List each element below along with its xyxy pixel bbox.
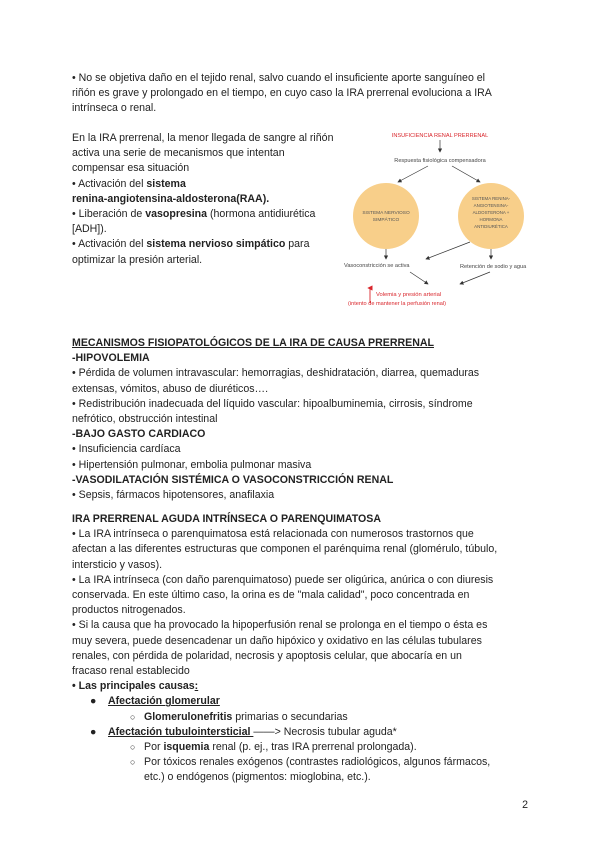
text-line: conservada. En este último caso, la orina es de "mala calidad", poco concentrada en	[72, 589, 470, 602]
list-item: ○ Por isquemia renal (p. ej., tras IRA prerrenal prolongada).	[130, 741, 417, 754]
raa-bullet-cont: renina-angiotensina-aldosterona(RAA).	[72, 192, 270, 205]
section-heading: MECANISMOS FISIOPATOLÓGICOS DE LA IRA DE CAUSA PRERRENAL	[72, 337, 434, 349]
subheading: -BAJO GASTO CARDIACO	[72, 428, 206, 441]
text-line: muy severa, puede desencadenar un daño hipóxico y oxidativo en las células tubulares	[72, 634, 482, 647]
sns-circle	[353, 183, 419, 249]
arrow-raa-to-vaso	[426, 242, 470, 259]
text-line: fracaso renal establecido	[72, 665, 190, 678]
response-label: Respuesta fisiológica compensadora	[394, 158, 486, 164]
adh-bullet-cont: [ADH]).	[72, 223, 107, 236]
intro-line: riñón es grave y prolongado en el tiempo, en cuyo caso la IRA prerrenal evoluciona a IRA	[72, 87, 492, 100]
raa-circle-label: ANGIOTENSINA-	[473, 203, 509, 208]
compensation-diagram	[340, 128, 540, 320]
vasoconstriction-label: Vasoconstricción se activa	[344, 263, 410, 269]
arrow-right	[452, 166, 480, 182]
text-line: nefrótico, obstrucción intestinal	[72, 413, 218, 426]
list-item-cont: etc.) o endógenos (pigmentos: mioglobina, etc.).	[144, 771, 371, 784]
text-line: renales, con pérdida de polaridad, necrosis y apoptosis celular, que abocaría en un	[72, 649, 462, 662]
raa-circle-label: HORMONA	[479, 217, 503, 222]
sns-circle-label: SISTEMA NERVIOSO	[362, 211, 410, 216]
list-item: ● Afectación tubulointersticial ——> Necrosis tubular aguda*	[90, 725, 397, 738]
arrow-left	[398, 166, 428, 182]
intro-paragraph	[72, 71, 532, 117]
text-line: • La IRA intrínseca o parenquimatosa está relacionada con numerosos trastornos que	[72, 528, 474, 541]
sns-bullet: • Activación del sistema nervioso simpático para	[72, 238, 310, 251]
text-line: • Hipertensión pulmonar, embolia pulmonar masiva	[72, 458, 312, 471]
diagram-title: INSUFICIENCIA RENAL PRERRENAL	[391, 133, 489, 139]
page-number: 2	[522, 799, 528, 811]
compensation-paragraph	[72, 131, 337, 268]
list-item: ○ Glomerulonefritis primarias o secundarias	[130, 710, 348, 723]
subheading: -VASODILATACIÓN SISTÉMICA O VASOCONSTRICCIÓN RENAL	[72, 473, 394, 486]
adh-bullet: • Liberación de vasopresina (hormona antidiurética	[72, 208, 316, 221]
intro-line: • No se objetiva daño en el tejido renal, salvo cuando el insuficiente aporte sanguíneo el	[72, 72, 486, 84]
intro-line: intrínseca o renal.	[72, 102, 157, 115]
sns-bullet-cont: optimizar la presión arterial.	[72, 253, 203, 266]
causes-heading: • Las principales causas:	[72, 680, 199, 693]
raa-bullet: • Activación del sistema	[72, 177, 186, 190]
result-label: Volemia y presión arterial	[376, 292, 442, 298]
text-line: • Si la causa que ha provocado la hipoperfusión renal se prolonga en el tiempo o ésta es	[72, 619, 488, 632]
text-line: productos nitrogenados.	[72, 604, 186, 617]
raa-circle-label: SISTEMA RENINA-	[471, 196, 511, 201]
text-line: afectan a las diferentes estructuras que componen el parénquima renal (glomérulo, túbulo,	[72, 543, 498, 556]
comp-line: En la IRA prerrenal, la menor llegada de sangre al riñón	[72, 132, 334, 144]
text-line: • Pérdida de volumen intravascular: hemorragias, deshidratación, diarrea, quemaduras	[72, 367, 480, 380]
raa-circle-label: ALDOSTERONA +	[472, 210, 510, 215]
text-line: • Redistribución inadecuada del líquido vascular: hipoalbuminemia, cirrosis, síndrome	[72, 397, 473, 410]
text-line: • La IRA intrínseca (con daño parenquimatoso) puede ser oligúrica, anúrica o con diuresis	[72, 573, 494, 586]
intrinsic-section	[72, 512, 532, 786]
section-heading: IRA PRERRENAL AGUDA INTRÍNSECA O PARENQUIMATOSA	[72, 513, 381, 525]
raa-circle	[458, 183, 524, 249]
comp-line: compensar esa situación	[72, 162, 190, 175]
mechanisms-section	[72, 336, 532, 503]
text-line: extensas, vómitos, abuso de diuréticos….	[72, 382, 269, 395]
subheading: -HIPOVOLEMIA	[72, 352, 150, 365]
sns-circle-label: SIMPÁTICO	[372, 218, 400, 223]
comp-line: activa una serie de mecanismos que intentan	[72, 147, 285, 160]
arrow-vaso-result	[410, 272, 428, 284]
result-note: (intento de mantener la perfusión renal)	[348, 301, 446, 307]
list-item: ● Afectación glomerular	[90, 695, 220, 708]
text-line: • Sepsis, fármacos hipotensores, anafilaxia	[72, 489, 275, 502]
list-item: ○ Por tóxicos renales exógenos (contrastes radiológicos, algunos fármacos,	[130, 756, 491, 769]
retention-label: Retención de sodio y agua	[460, 264, 527, 270]
arrow-retention-result	[460, 272, 490, 284]
raa-circle-label: ANTIDIURÉTICA	[474, 224, 508, 229]
text-line: intersticio y vasos).	[72, 558, 163, 571]
text-line: • Insuficiencia cardíaca	[72, 443, 181, 456]
